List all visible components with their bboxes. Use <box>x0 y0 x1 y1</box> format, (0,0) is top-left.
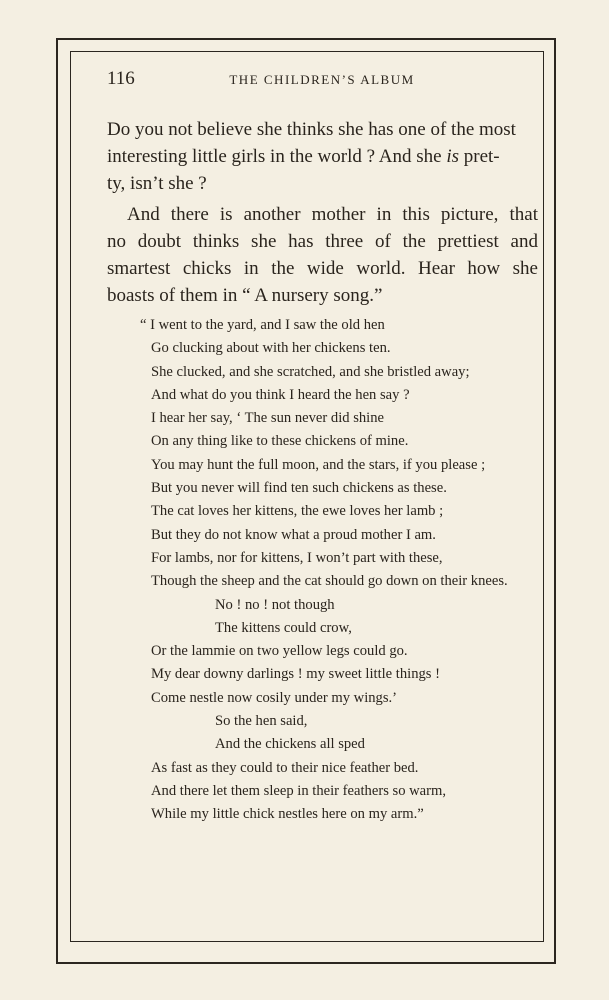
verse-line: “ I went to the yard, and I saw the old hen <box>140 317 385 333</box>
paragraph-1-line-2: interesting little girls in the world ? And she is pret- <box>107 146 500 167</box>
verse-line: I hear her say, ‘ The sun never did shine <box>151 410 385 427</box>
paragraph-1-line-1: Do you not believe she thinks she has one of the most <box>107 119 516 140</box>
prose-section <box>107 116 538 309</box>
verse-line: So the hen said, <box>215 713 308 730</box>
verse-line: And there let them sleep in their feathers so warm, <box>151 782 447 799</box>
paragraph-2-line-3: smartest chicks in the wide world. Hear how she <box>107 258 538 279</box>
verse-line: Or the lammie on two yellow legs could go. <box>151 643 408 660</box>
running-title: THE CHILDREN’S ALBUM <box>229 72 415 87</box>
verse-line: And the chickens all sped <box>215 736 365 753</box>
verse-line: But you never will find ten such chickens as these. <box>151 480 447 497</box>
paragraph-2-line-1: And there is another mother in this picture, that <box>127 204 538 225</box>
verse-line: My dear downy darlings ! my sweet little things ! <box>151 666 440 683</box>
paragraph-2-line-4: boasts of them in “ A nursery song.” <box>107 285 383 306</box>
verse-line: Go clucking about with her chickens ten. <box>151 340 391 357</box>
verse-line: Come nestle now cosily under my wings.’ <box>151 689 398 706</box>
verse-line: You may hunt the full moon, and the stars, if you please ; <box>151 456 486 473</box>
verse-line: On any thing like to these chickens of mine. <box>151 433 409 450</box>
verse-line: While my little chick nestles here on my arm.” <box>151 806 424 823</box>
page-header <box>107 68 537 98</box>
verse-line: No ! no ! not though <box>215 596 335 613</box>
page-number: 116 <box>107 68 135 89</box>
nursery-song-verse <box>140 314 508 827</box>
paragraph-1-line-3: ty, isn’t she ? <box>107 173 207 194</box>
paragraph-1 <box>107 116 538 197</box>
verse-line: And what do you think I heard the hen say ? <box>151 386 410 403</box>
paragraph-2-line-2: no doubt thinks she has three of the prettiest and <box>107 231 538 252</box>
verse-line: For lambs, nor for kittens, I won’t part with these, <box>151 549 443 566</box>
verse-line: But they do not know what a proud mother I am. <box>151 526 436 543</box>
verse-line: She clucked, and she scratched, and she bristled away; <box>151 363 470 380</box>
emphasis-is: is <box>446 146 459 167</box>
paragraph-2 <box>107 201 538 309</box>
verse-line: As fast as they could to their nice feather bed. <box>151 759 419 776</box>
verse-line: The cat loves her kittens, the ewe loves her lamb ; <box>151 503 444 520</box>
verse-line: Though the sheep and the cat should go down on their knees. <box>151 573 508 590</box>
verse-line: The kittens could crow, <box>215 619 352 636</box>
